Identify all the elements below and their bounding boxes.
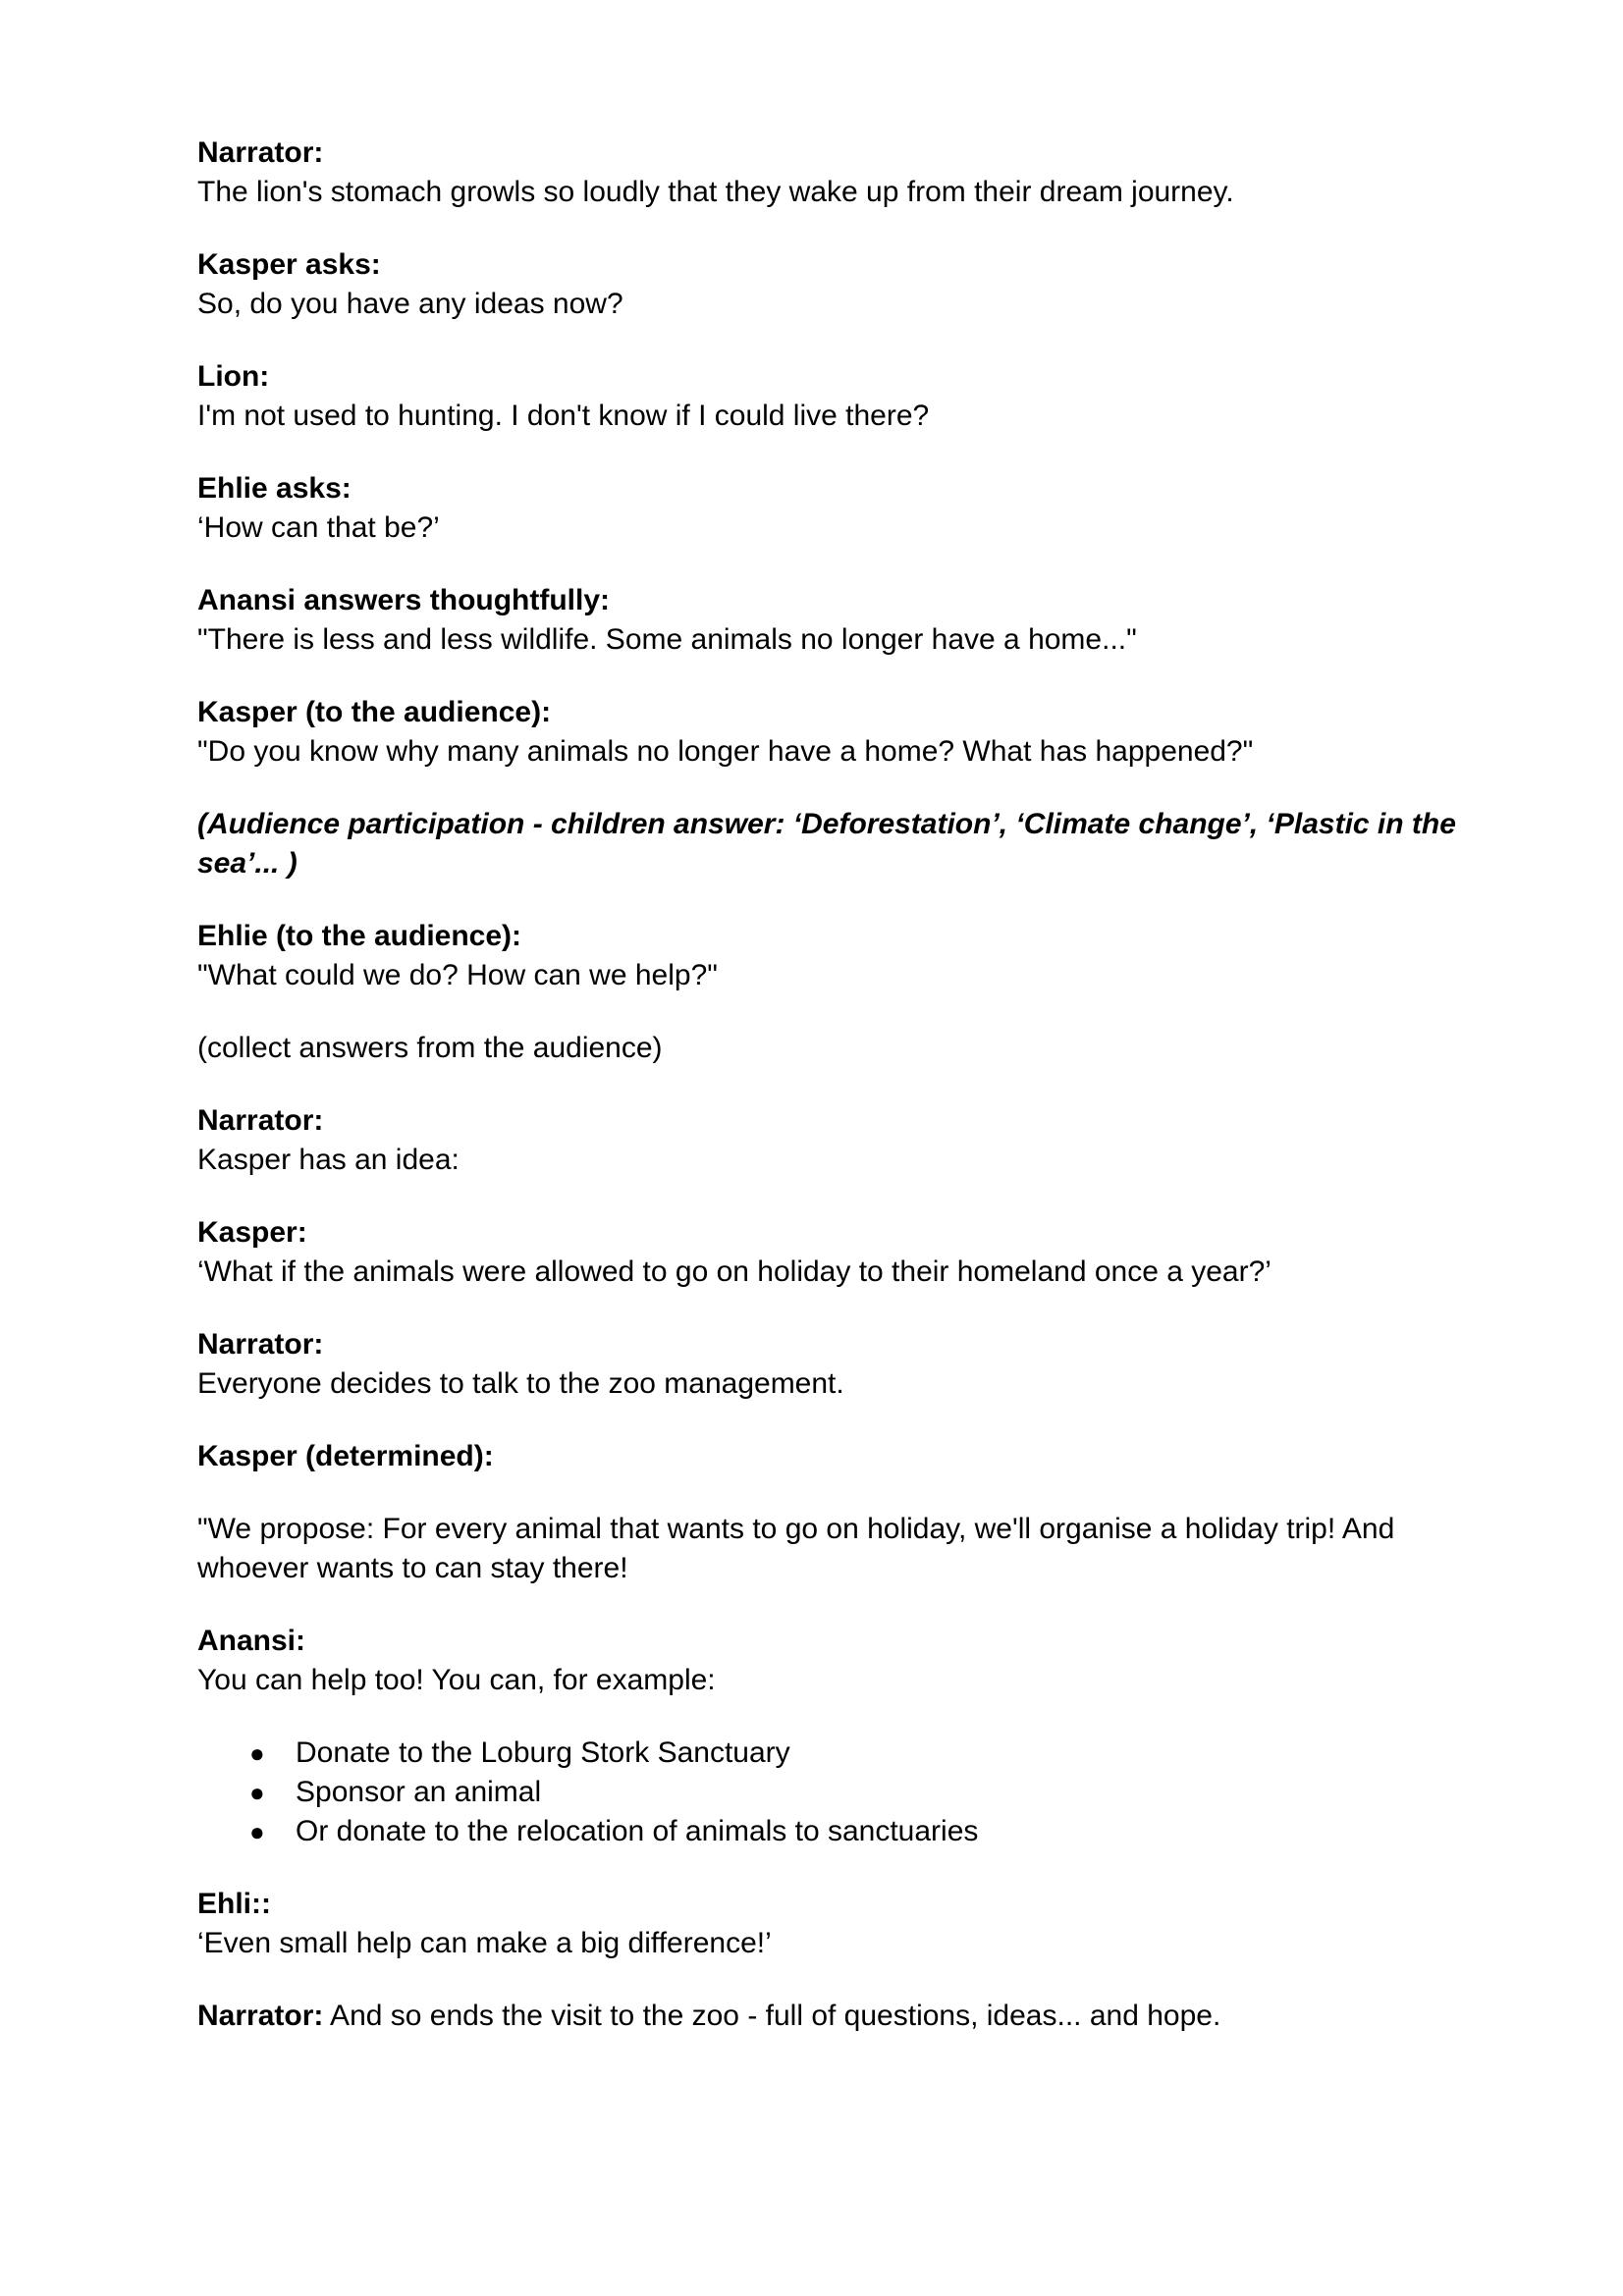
stage-note-collect-answers [197,1029,1464,1068]
speaker-label: Kasper asks: [197,248,381,281]
speaker-label: Kasper: [197,1216,307,1249]
help-list [197,1734,1464,1851]
bullet-icon: ● [249,1738,265,1768]
dialogue-block-narrator-3 [197,1325,1464,1404]
dialogue-line: "What could we do? How can we help?" [197,959,718,991]
stage-direction-text: (Audience participation - children answer: ‘Deforestation’, ‘Climate change’, ‘Plastic in the sea’... ) [197,808,1456,880]
stage-note-text: (collect answers from the audience) [197,1032,663,1064]
dialogue-block-ehlie-audience [197,917,1464,995]
speaker-label: Kasper (to the audience): [197,696,552,728]
closing-line [197,1997,1464,2036]
dialogue-line: Kasper has an idea: [197,1144,460,1176]
dialogue-block-anansi-thoughtful [197,581,1464,660]
dialogue-line: "Do you know why many animals no longer have a home? What has happened?" [197,735,1254,768]
dialogue-line: "We propose: For every animal that wants to go on holiday, we'll organise a holiday trip! And whoever wants to can stay there! [197,1513,1395,1584]
dialogue-line: ‘Even small help can make a big difference!’ [197,1927,772,1959]
dialogue-block-kasper [197,1213,1464,1292]
dialogue-line: I'm not used to hunting. I don't know if I could live there? [197,400,930,432]
dialogue-line: So, do you have any ideas now? [197,288,623,320]
dialogue-line: And so ends the visit to the zoo - full of questions, ideas... and hope. [323,2000,1221,2032]
dialogue-line: ‘How can that be?’ [197,511,440,544]
list-item-text: Or donate to the relocation of animals to sanctuaries [296,1815,979,1847]
speaker-label: Ehli:: [197,1888,271,1920]
speaker-label: Ehlie (to the audience): [197,920,522,952]
help-list-block [197,1734,1464,1851]
dialogue-block-narrator-2 [197,1101,1464,1180]
dialogue-block-ehlie-asks [197,469,1464,548]
speaker-label: Lion: [197,360,270,393]
speaker-label: Narrator: [197,2000,324,2032]
list-item-text: Donate to the Loburg Stork Sanctuary [296,1736,790,1769]
dialogue-block-ehli [197,1885,1464,1963]
bullet-icon: ● [249,1817,265,1846]
dialogue-block-narrator-1 [197,133,1464,212]
dialogue-line: You can help too! You can, for example: [197,1664,716,1696]
dialogue-line: ‘What if the animals were allowed to go on holiday to their homeland once a year?’ [197,1255,1271,1288]
stage-direction-audience-participation [197,805,1464,883]
list-item-text: Sponsor an animal [296,1776,542,1808]
bullet-icon: ● [249,1778,265,1807]
speaker-label: Narrator: [197,1104,324,1137]
paragraph-gap [197,1476,1464,1510]
list-item [197,1812,1464,1851]
dialogue-line: The lion's stomach growls so loudly that they wake up from their dream journey. [197,176,1234,208]
dialogue-block-lion [197,357,1464,436]
speaker-label: Narrator: [197,136,324,169]
dialogue-block-narrator-final [197,1997,1464,2036]
list-item [197,1773,1464,1812]
dialogue-block-kasper-determined [197,1437,1464,1588]
speaker-label: Ehlie asks: [197,472,352,505]
dialogue-block-anansi [197,1622,1464,1700]
script-page [197,133,1464,2069]
dialogue-block-kasper-audience [197,693,1464,772]
list-item [197,1734,1464,1773]
speaker-label: Narrator: [197,1328,324,1361]
dialogue-line: "There is less and less wildlife. Some animals no longer have a home..." [197,623,1137,656]
dialogue-block-kasper-asks [197,245,1464,324]
speaker-label: Anansi: [197,1625,306,1657]
speaker-label: Kasper (determined): [197,1440,494,1472]
speaker-label: Anansi answers thoughtfully: [197,584,611,616]
dialogue-line: Everyone decides to talk to the zoo management. [197,1367,844,1400]
